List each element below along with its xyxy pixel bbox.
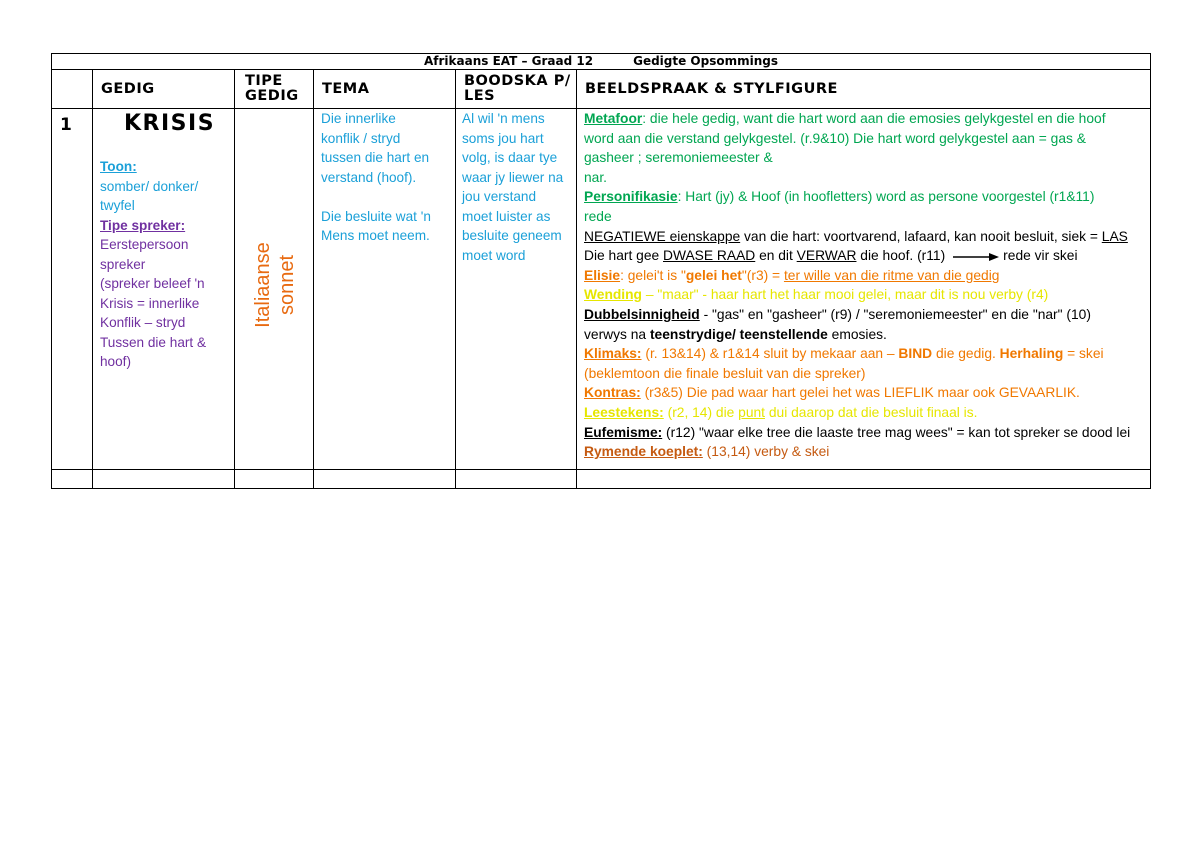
kontras-line: Kontras: (r3&5) Die pad waar hart gelei het was LIEFLIK maar ook GEVAARLIK. <box>584 385 1080 401</box>
title-left: Afrikaans EAT – Graad 12 <box>423 54 594 68</box>
negatiewe-line: NEGATIEWE eienskappe van die hart: voortvarend, lafaard, kan nooit besluit, siek = LAS <box>584 228 1128 244</box>
row-number: 1 <box>52 109 93 470</box>
dwase-raad-line: Die hart gee DWASE RAAD en dit VERWAR die hoof. (r11) rede vir skei <box>584 248 1078 264</box>
header-beeldspraak: BEELDSPRAAK & STYLFIGURE <box>577 70 1151 109</box>
tema-cell: Die innerlike konflik / stryd tussen die hart en verstand (hoof). Die besluite wat 'n Mens moet neem. <box>314 109 456 470</box>
personifikasie-line: Personifikasie: Hart (jy) & Hoof (in hoofletters) word as persone voorgestel (r1&11) <box>584 189 1095 205</box>
header-row <box>52 70 1151 109</box>
metafoor-line: Metafoor: die hele gedig, want die hart word aan die emosies gelykgestel en die hoof <box>584 111 1106 126</box>
header-gedig: GEDIG <box>93 70 235 109</box>
empty-row <box>52 470 1151 489</box>
header-tema: TEMA <box>314 70 456 109</box>
gedig-cell: KRISIS Toon: somber/ donker/ twyfel Tipe spreker: Eerstepersoon spreker (spreker beleef 'n Krisis = innerlike Konflik – stryd Tussen die hart & hoof) <box>93 109 235 470</box>
poem-row <box>52 109 1151 470</box>
summary-table <box>51 53 1151 489</box>
wending-line: Wending – "maar" - haar hart het haar mooi gelei, maar dit is nou verby (r4) <box>584 287 1049 303</box>
title-right: Gedigte Opsommings <box>633 54 779 68</box>
dubbelsinnigheid-line: Dubbelsinnigheid - "gas" en "gasheer" (r9) / "seremoniemeester" en die "nar" (10) <box>584 306 1091 322</box>
header-number-cell <box>52 70 93 109</box>
leestekens-line: Leestekens: (r2, 14) die punt dui daarop dat die besluit finaal is. <box>584 404 978 420</box>
boodskap-cell: Al wil 'n mens soms jou hart volg, is daar tye waar jy liewer na jou verstand moet luister as besluite geneem moet word <box>456 109 577 470</box>
header-tipe-gedig: TIPE GEDIG <box>235 70 314 109</box>
poem-title: KRISIS <box>124 111 216 136</box>
document-title <box>52 54 1151 70</box>
tipe-gedig-cell <box>235 109 314 470</box>
header-boodskap: BOODSKA P/ LES <box>456 70 577 109</box>
beeldspraak-cell: Metafoor: die hele gedig, want die hart word aan die emosies gelykgestel en die hoof word aan die verstand gelykgestel. (r.9&10) Die hart word gelykgestel aan = gas & gasheer ; seremoniemeester & nar. Personifikasie: Hart (jy) & Hoof (in hoofletters) word as persone voorgestel (r1&11) rede NEGATIEWE eienskappe van die hart: voortvarend, lafaard, kan nooit besluit, siek = LAS Die hart gee DWASE RAAD en dit VERWAR die hoof. (r11) rede vir skei Elisie: gelei't is "gelei het"(r3) = ter wille van die ritme van die gedig Wending – "maar" - haar hart het haar mooi gelei, maar dit is nou verby (r4) Dubbelsinnigheid - "gas" en "gasheer" (r9) / "seremoniemeester" en die "nar" (10) verwys na teenstrydige/ teenstellende emosies. Klimaks: (r. 13&14) & r1&14 sluit by mekaar aan – BIND die gedig. Herhaling = skei (beklemtoon die finale besluit van die spreker) Kontras: (r3&5) Die pad waar hart gelei het was LIEFLIK maar ook GEVAARLIK. Leestekens: (r2, 14) die punt dui daarop dat die besluit finaal is. Eufemisme: (r12) "waar elke tree die laaste tree mag wees" = kan tot spreker se dood lei Rymende koeplet: (13,14) verby & skei <box>577 109 1151 470</box>
toon-label: Toon: <box>100 159 137 174</box>
spreker-label: Tipe spreker: <box>100 217 186 233</box>
elisie-line: Elisie: gelei't is "gelei het"(r3) = ter wille van die ritme van die gedig <box>584 267 1000 283</box>
klimaks-line: Klimaks: (r. 13&14) & r1&14 sluit by mekaar aan – BIND die gedig. Herhaling = skei <box>584 346 1104 362</box>
rymende-koeplet-line: Rymende koeplet: (13,14) verby & skei <box>584 444 830 460</box>
arrow-right-icon <box>953 252 999 262</box>
tipe-gedig-text: Italiaanse sonnet <box>252 242 298 328</box>
eufemisme-line: Eufemisme: (r12) "waar elke tree die laaste tree mag wees" = kan tot spreker se dood lei <box>584 424 1131 440</box>
